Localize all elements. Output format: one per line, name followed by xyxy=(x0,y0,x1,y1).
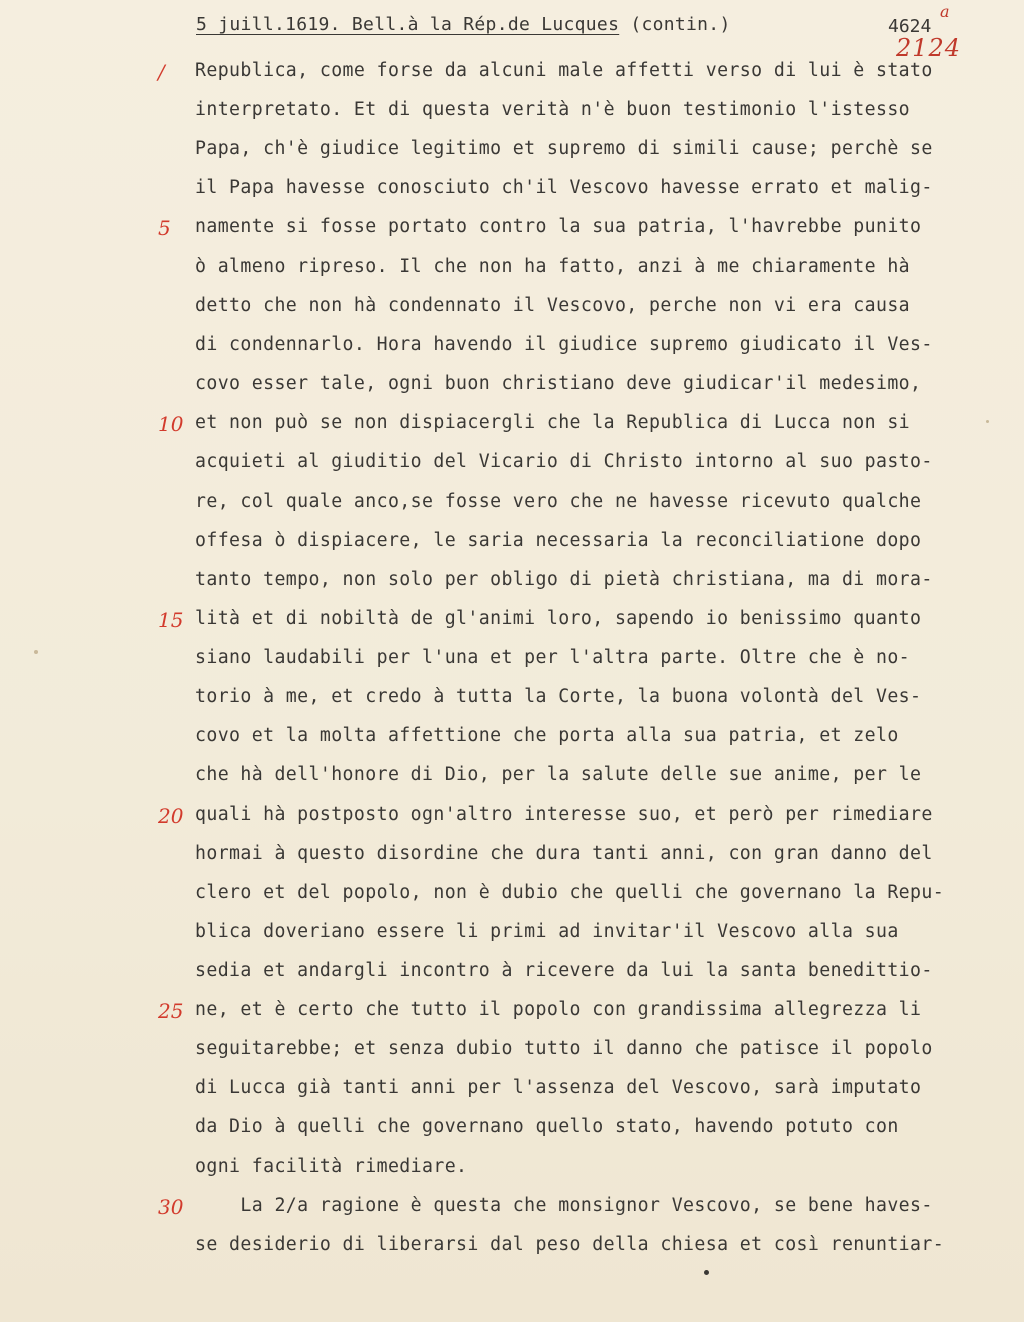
document-number-suffix: a xyxy=(940,2,950,21)
margin-mark-15: 15 xyxy=(158,608,184,632)
text-line: Papa, ch'è giudice legitimo et supremo di simili cause; perchè se xyxy=(195,138,933,159)
document-number: 4624 xyxy=(888,16,932,37)
text-line: La 2/a ragione è questa che monsignor Vescovo, se bene haves- xyxy=(195,1195,933,1216)
text-line: detto che non hà condennato il Vescovo, perche non vi era causa xyxy=(195,295,911,316)
ink-dot xyxy=(704,1270,709,1275)
margin-mark-5: 5 xyxy=(158,216,171,240)
text-line: il Papa havesse conosciuto ch'il Vescovo havesse errato et malig- xyxy=(195,177,933,198)
paper-speck xyxy=(986,420,989,423)
margin-mark-25: 25 xyxy=(158,999,184,1023)
text-line: re, col quale anco,se fosse vero che ne havesse ricevuto qualche xyxy=(195,491,922,512)
text-line: di condennarlo. Hora havendo il giudice supremo giudicato il Ves- xyxy=(195,334,933,355)
text-line: seguitarebbe; et senza dubio tutto il danno che patisce il popolo xyxy=(195,1038,933,1059)
text-line: namente si fosse portato contro la sua patria, l'havrebbe punito xyxy=(195,216,922,237)
text-line: che hà dell'honore di Dio, per la salute delle sue anime, per le xyxy=(195,764,922,785)
text-line: covo esser tale, ogni buon christiano deve giudicar'il medesimo, xyxy=(195,373,922,394)
margin-mark-10: 10 xyxy=(158,412,184,436)
text-line: hormai à questo disordine che dura tanti anni, con gran danno del xyxy=(195,843,933,864)
text-line: interpretato. Et di questa verità n'è buon testimonio l'istesso xyxy=(195,99,911,120)
page-header xyxy=(196,14,731,35)
text-line: et non può se non dispiacergli che la Republica di Lucca non si xyxy=(195,412,911,433)
text-line: clero et del popolo, non è dubio che quelli che governano la Repu- xyxy=(195,882,945,903)
text-line: ne, et è certo che tutto il popolo con grandissima allegrezza li xyxy=(195,999,922,1020)
text-line: sedia et andargli incontro à ricevere da lui la santa benedittio- xyxy=(195,960,933,981)
text-line: ogni facilità rimediare. xyxy=(195,1156,468,1177)
text-line: offesa ò dispiacere, le saria necessaria la reconciliatione dopo xyxy=(195,530,922,551)
text-line: lità et di nobiltà de gl'animi loro, sapendo io benissimo quanto xyxy=(195,608,922,629)
margin-mark-start: / xyxy=(158,60,165,84)
margin-mark-30: 30 xyxy=(158,1195,184,1219)
paper-speck xyxy=(34,650,38,654)
text-line: covo et la molta affettione che porta alla sua patria, et zelo xyxy=(195,725,899,746)
text-line: blica doveriano essere li primi ad invitar'il Vescovo alla sua xyxy=(195,921,899,942)
margin-mark-20: 20 xyxy=(158,804,184,828)
text-line: acquieti al giuditio del Vicario di Christo intorno al suo pasto- xyxy=(195,451,933,472)
text-line: torio à me, et credo à tutta la Corte, la buona volontà del Ves- xyxy=(195,686,922,707)
text-line: quali hà postposto ogn'altro interesse suo, et però per rimediare xyxy=(195,804,933,825)
text-line: ò almeno ripreso. Il che non ha fatto, anzi à me chiaramente hà xyxy=(195,256,911,277)
text-line: Republica, come forse da alcuni male affetti verso di lui è stato xyxy=(195,60,933,81)
text-line: tanto tempo, non solo per obligo di pietà christiana, ma di mora- xyxy=(195,569,933,590)
text-line: da Dio à quelli che governano quello stato, havendo potuto con xyxy=(195,1116,899,1137)
text-line: siano laudabili per l'una et per l'altra parte. Oltre che è no- xyxy=(195,647,911,668)
text-line: se desiderio di liberarsi dal peso della chiesa et così renuntiar- xyxy=(195,1234,945,1255)
header-contin: (contin.) xyxy=(630,14,731,35)
handwritten-folio-number: 2124 xyxy=(896,34,962,62)
header-date-reference: 5 juill.1619. Bell.à la Rép.de Lucques xyxy=(196,14,620,35)
text-line: di Lucca già tanti anni per l'assenza del Vescovo, sarà imputato xyxy=(195,1077,922,1098)
